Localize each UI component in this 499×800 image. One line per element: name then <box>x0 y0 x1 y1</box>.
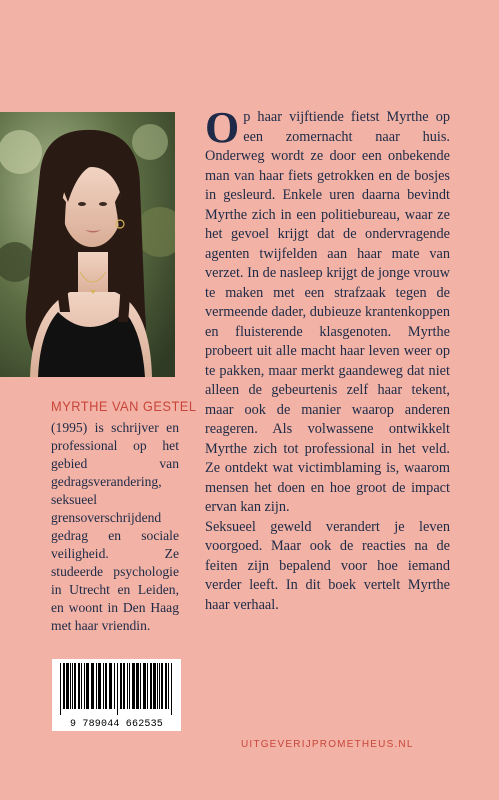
barcode-bar <box>159 663 160 709</box>
publisher-url: UITGEVERIJPROMETHEUS.NL <box>241 739 414 750</box>
barcode-bar <box>72 663 73 709</box>
barcode-bar <box>103 663 104 709</box>
barcode-bar <box>96 663 97 709</box>
isbn-number: 9 789044 662535 <box>69 719 163 730</box>
barcode-bar <box>132 663 135 709</box>
barcode-bar <box>127 663 128 709</box>
barcode-bar <box>123 663 125 709</box>
barcode-bar <box>105 663 107 709</box>
barcode-bar <box>157 663 158 709</box>
barcode-bar <box>78 663 80 709</box>
author-photo <box>0 112 175 377</box>
barcode-bar <box>84 663 85 709</box>
barcode-bar <box>171 663 172 715</box>
barcode-bar <box>74 663 76 709</box>
barcode-bars <box>52 659 181 717</box>
barcode-bar <box>143 663 146 709</box>
barcode-bar <box>168 663 169 709</box>
barcode-bar <box>91 663 94 709</box>
barcode-bar <box>114 663 115 709</box>
barcode-bar <box>98 663 101 709</box>
blurb-paragraph-1-text: p haar vijftiende fietst Myrthe op een zomernacht naar huis. Onderweg wordt ze door een onbekende man van haar fiets getrokken en de bosjes in gesleurd. Enkele uren daarna bevindt Myrthe zich in een politiebureau, waar ze het gevoel krijgt dat de ondervragende agenten twijfelden aan haar mate van verzet. In de nasleep krijgt de jonge vrouw te maken met een strafzaak tegen de vermeende dader, dubieuze krantenkoppen en fluisterende klasgenoten. Myrthe probeert uit alle macht haar leven weer op te pakken, maar merkt gaandeweg dat niet alleen de gebeurtenis zelf haar tekent, maar ook de manier waarop anderen reageren. Als volwassene ontwikkelt Myrthe zich tot professional in het veld. Ze ontdekt wat victimblaming is, waarom mensen het doen en hoe groot de impact ervan kan zijn. <box>205 109 450 515</box>
barcode-bar <box>66 663 69 709</box>
barcode-bar <box>60 663 61 715</box>
barcode-bar <box>63 663 65 709</box>
back-cover-blurb <box>205 103 450 615</box>
barcode-bar <box>161 663 163 709</box>
barcode-bar <box>150 663 152 709</box>
author-name: MYRTHE VAN GESTEL <box>51 398 197 414</box>
author-bio: (1995) is schrijver en professional op het gebied van gedragsverandering, seksueel grensoverschrijdend gedrag en sociale veiligheid. Ze studeerde psychologie in Utrecht en Leiden, en woont in Den Haag met haar vriendin. <box>51 420 179 633</box>
blurb-paragraph-1 <box>205 103 450 518</box>
barcode-bar <box>165 663 167 709</box>
barcode-bar <box>86 663 89 709</box>
barcode-bar <box>136 663 139 709</box>
barcode-bar <box>109 663 112 709</box>
isbn-barcode <box>52 659 181 731</box>
barcode-bar <box>81 663 82 709</box>
barcode-bar <box>117 663 118 715</box>
barcode-bar <box>153 663 156 709</box>
barcode-bar <box>129 663 130 709</box>
author-portrait-image <box>0 112 175 377</box>
barcode-bar <box>120 663 122 709</box>
barcode-bar <box>147 663 148 709</box>
barcode-bar <box>70 663 71 709</box>
drop-cap-letter: O <box>205 103 240 152</box>
blurb-paragraph-2: Seksueel geweld verandert je leven voorgoed. Maar ook de reacties na de feiten zijn bepalend voor hoe iemand verder leeft. In dit boek vertelt Myrthe haar verhaal. <box>205 518 450 613</box>
barcode-bar <box>140 663 141 709</box>
